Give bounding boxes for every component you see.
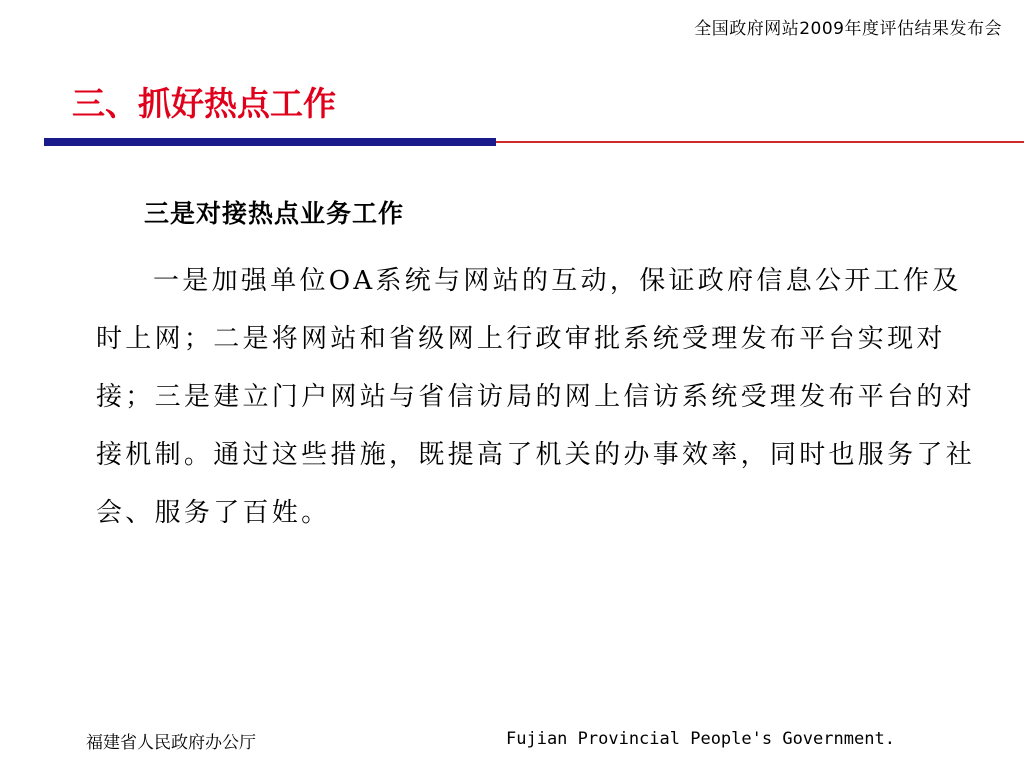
footer-organization-en: Fujian Provincial People's Government. [506,729,895,749]
section-subheading: 三是对接热点业务工作 [144,199,405,228]
slide-title: 三、抓好热点工作 [72,84,336,123]
footer-organization-cn: 福建省人民政府办公厅 [86,733,256,753]
body-paragraph: 一是加强单位OA系统与网站的互动，保证政府信息公开工作及时上网；二是将网站和省级网上行政审批系统受理发布平台实现对接；三是建立门户网站与省信访局的网上信访系统受理发布平台的对接机制。通过这些措施，既提高了机关的办事效率，同时也服务了社会、服务了百姓。 [96,266,976,528]
event-caption: 全国政府网站2009年度评估结果发布会 [694,19,1002,39]
title-underline-thin [496,141,1024,143]
title-underline-thick [44,138,496,146]
